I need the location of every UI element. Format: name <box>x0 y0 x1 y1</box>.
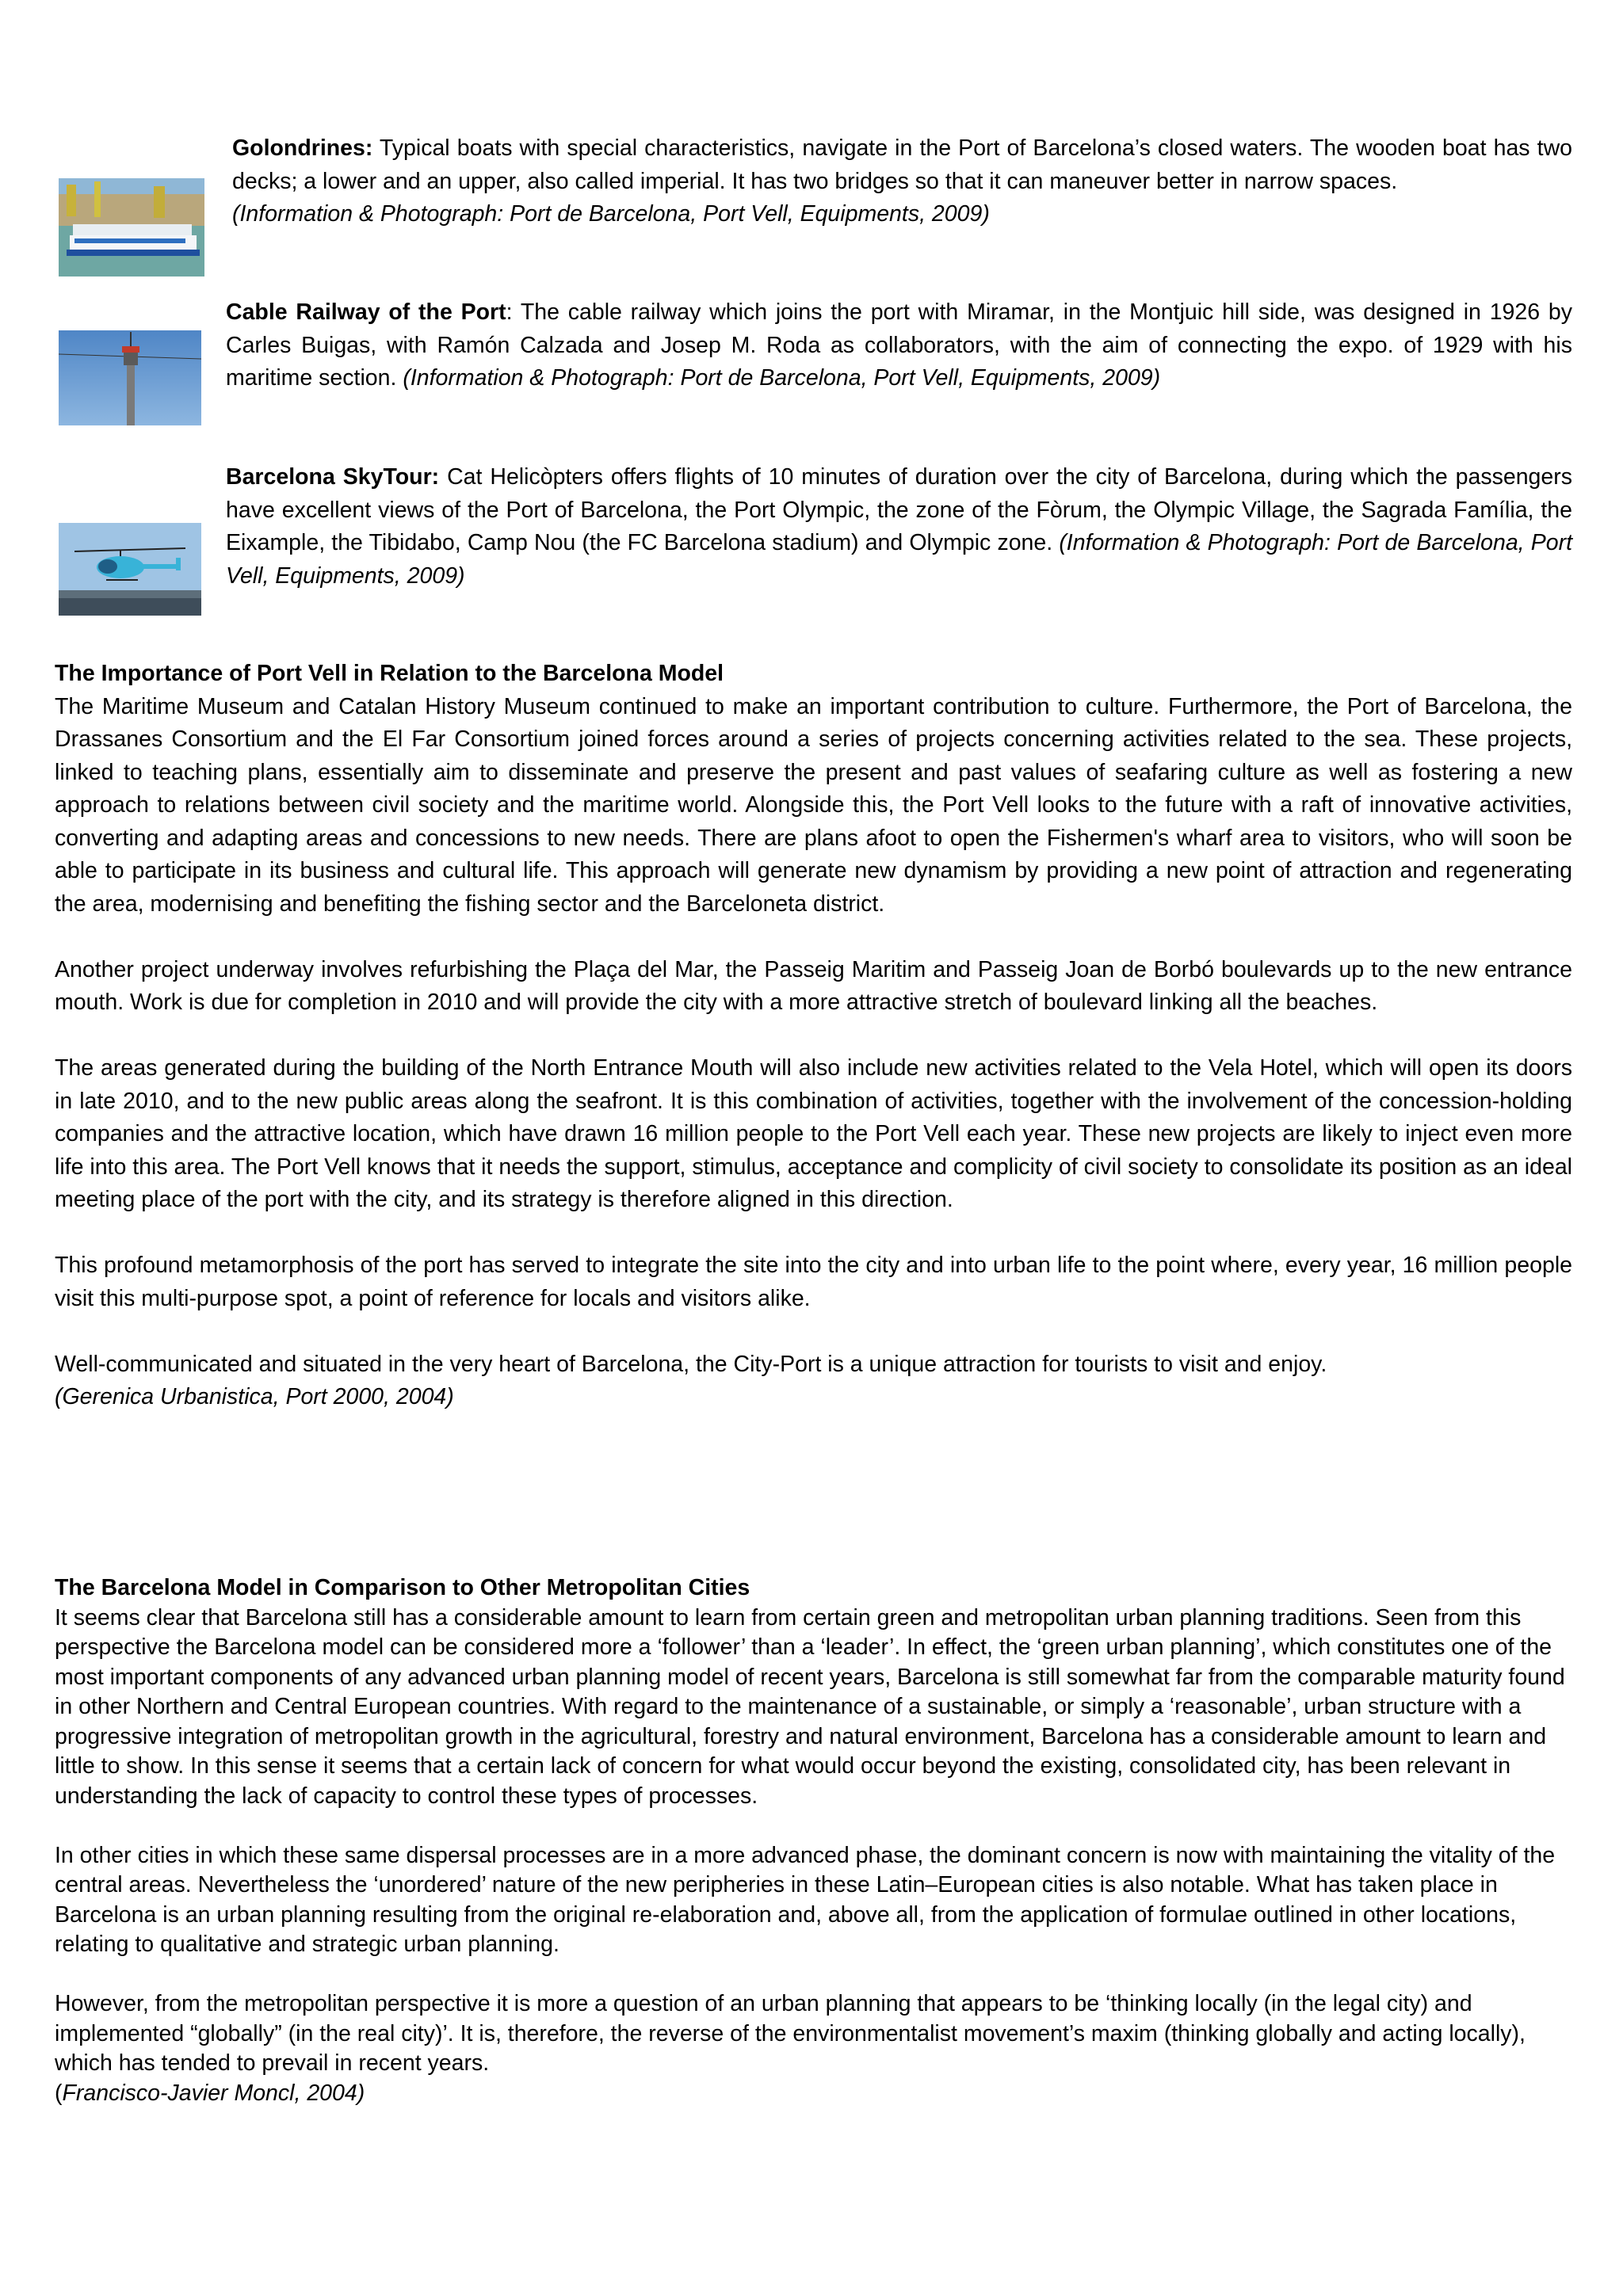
source-citation-text: (Gerenica Urbanistica, Port 2000, 2004) <box>55 1384 454 1409</box>
photo-spacer <box>55 330 226 428</box>
paragraph: The Maritime Museum and Catalan History Museum continued to make an important contribution to culture. Furthermore, the Port of Barcelona, the Drassanes Consortium and the El Far Consortium joined forces around a series of projects concerning activities related to the sea. These projects, linked to teaching plans, essentially aim to disseminate and preserve the present and past values of seafaring culture as well as fostering a new approach to relations between civil society and the maritime world. Alongside this, the Port Vell looks to the future with a raft of innovative activities, converting and adapting areas and concessions to new needs. There are plans afoot to open the Fishermen's wharf area to visitors, who will soon be able to participate in its business and cultural life. This approach will generate new dynamism by providing a new point of attraction and regenerating the area, modernising and benefiting the fishing sector and the Barceloneta district. <box>55 693 1572 917</box>
section-comparison <box>55 1573 1572 2108</box>
section-heading <box>55 1573 1572 1604</box>
entry-source-cable: (Information & Photograph: Port de Barcelona, Port Vell, Equipments, 2009) <box>403 365 1161 391</box>
entry-text-golondrines: Typical boats with special characteristics, navigate in the Port of Barcelona’s closed waters. The wooden boat has two decks; a lower and an upper, also called imperial. It has two bridges so that it can maneuver better in narrow spaces. <box>232 135 1572 194</box>
paragraph: In other cities in which these same dispersal processes are in a more advanced phase, the dominant concern is now with maintaining the vitality of the central areas. Nevertheless the ‘unordered’ nature of the new peripheries in these Latin–European cities is also notable. What has taken place in Barcelona is an urban planning resulting from the original re-elaboration and, above all, from the application of formulae outlined in other locations, relating to qualitative and strategic urban planning. <box>55 1842 1556 1957</box>
paragraph: However, from the metropolitan perspective it is more a question of an urban planning that appears to be ‘thinking locally (in the legal city) and implemented “globally” (in the real city)’. It is, therefore, the reverse of the environmentalist movement’s maxim (thinking globally and acting locally), which has tended to prevail in recent years. <box>55 1991 1526 2076</box>
source-paren: ( <box>55 2080 63 2106</box>
entry-title-skytour: Barcelona SkyTour: <box>226 464 440 490</box>
section-heading-text: The Importance of Port Vell in Relation to the Barcelona Model <box>55 661 724 686</box>
entry-source-golondrines: (Information & Photograph: Port de Barcelona, Port Vell, Equipments, 2009) <box>232 201 990 227</box>
section-port-vell <box>55 658 1572 1414</box>
entry-source-skytour: (Information & Photograph: Port de Barcelona, Port Vell, Equipments, 2009) <box>226 530 1572 589</box>
paragraph: Well-communicated and situated in the very heart of Barcelona, the City-Port is a unique attraction for tourists to visit and enjoy. <box>55 1351 1327 1377</box>
paragraph: The areas generated during the building of the North Entrance Mouth will also include new activities related to the Vela Hotel, which will open its doors in late 2010, and to the new public areas along the seafront. It is this combination of activities, together with the involvement of the concession-holding companies and the attractive location, which have drawn 16 million people to the Port Vell each year. These new projects are likely to inject even more life into this area. The Port Vell knows that it needs the support, stimulus, acceptance and complicity of civil society to consolidate its position as an ideal meeting place of the port with the city, and its strategy is therefore aligned in this direction. <box>55 1055 1572 1212</box>
entry-title-golondrines: Golondrines: <box>232 135 373 161</box>
entry-cable-text <box>55 296 1572 428</box>
entry-skytour-text <box>55 461 1572 621</box>
source-citation <box>55 2079 1572 2109</box>
entry-text-skytour: Cat Helicòpters offers flights of 10 minutes of duration over the city of Barcelona, during which the passengers have excellent views of the Port of Barcelona, the Port Olympic, the zone of the Fòrum, the Olympic Village, the Sagrada Família, the Eixample, the Tibidabo, Camp Nou (the FC Barcelona stadium) and Olympic zone. <box>226 464 1572 555</box>
entry-skytour-paragraph <box>55 461 1572 593</box>
paragraph: It seems clear that Barcelona still has a considerable amount to learn from certain green and metropolitan urban planning traditions. Seen from this perspective the Barcelona model can be considered more a ‘follower’ than a ‘leader’. In effect, the ‘green urban planning’, which constitutes one of the most important components of any advanced urban planning model of recent years, Barcelona is still somewhat far from the comparable maturity found in other Northern and Central European countries. With regard to the maintenance of a sustainable, or simply a ‘reasonable’, urban structure with a progressive integration of metropolitan growth in the agricultural, forestry and natural environment, Barcelona has a considerable amount to learn and little to show. In this sense it seems that a certain lack of concern for what would occur beyond the existing, consolidated city, has been relevant in understanding the lack of capacity to control these types of processes. <box>55 1604 1565 1809</box>
entry-text-cable: : The cable railway which joins the port with Miramar, in the Montjuic hill side, was designed in 1926 by Carles Buigas, with Ramón Calzada and Josep M. Roda as collaborators, with the aim of connecting the expo. of 1929 with his maritime section. <box>226 299 1572 391</box>
paragraph: This profound metamorphosis of the port has served to integrate the site into the city and into urban life to the point where, every year, 16 million people visit this multi-purpose spot, a point of reference for locals and visitors alike. <box>55 1253 1572 1311</box>
photo-spacer <box>55 166 232 264</box>
section-heading-text: The Barcelona Model in Comparison to Other Metropolitan Cities <box>55 1575 750 1600</box>
entry-title-cable: Cable Railway of the Port <box>226 299 506 325</box>
paragraph: Another project underway involves refurbishing the Plaça del Mar, the Passeig Maritim and Passeig Joan de Borbó boulevards up to the new entrance mouth. Work is due for completion in 2010 and will provide the city with a more attractive stretch of boulevard linking all the beaches. <box>55 956 1572 1015</box>
source-citation <box>55 1381 1572 1414</box>
section-heading <box>55 658 1572 691</box>
entry-golondrines-text <box>55 132 1572 264</box>
photo-spacer <box>55 494 226 621</box>
entry-cable-paragraph <box>55 296 1572 395</box>
entry-golondrines-paragraph <box>55 132 1572 231</box>
source-citation-text: Francisco-Javier Moncl, 2004) <box>62 2080 365 2106</box>
